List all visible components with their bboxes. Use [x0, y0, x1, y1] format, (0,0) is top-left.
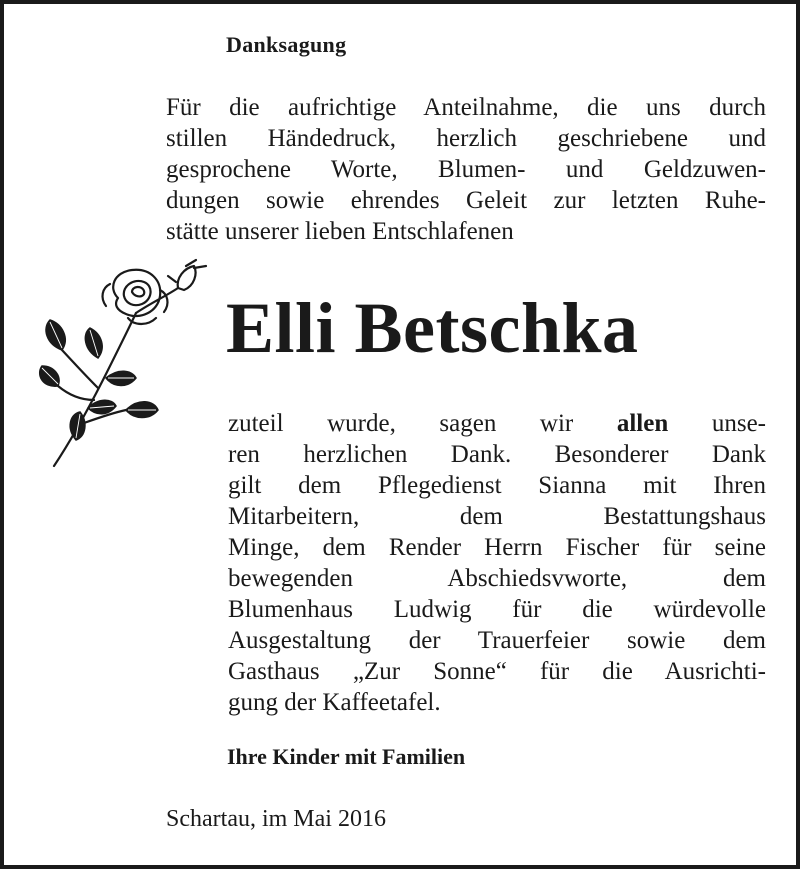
thanks-line: gung der Kaffeetafel.: [228, 689, 441, 716]
thanks-line: ren herzlichen Dank. Besonderer Dank: [228, 441, 766, 468]
intro-line: stillen Händedruck, herzlich geschriebene und: [166, 125, 766, 152]
intro-paragraph: [166, 92, 766, 247]
intro-line: dungen sowie ehrendes Geleit zur letzten Ruhe-: [166, 187, 766, 214]
thanks-paragraph: [228, 408, 766, 718]
thanks-line: Blumenhaus Ludwig für die würdevolle: [228, 596, 766, 623]
place-date: Schartau, im Mai 2016: [166, 806, 386, 832]
emphasis-all: allen: [616, 410, 669, 437]
thanks-first-line-tail: unse-: [711, 410, 767, 437]
intro-line: stätte unserer lieben Entschlafenen: [166, 218, 514, 245]
intro-line: gesprochene Worte, Blumen- und Geldzuwen-: [166, 156, 766, 183]
thanks-line: Minge, dem Render Herrn Fischer für seine: [228, 534, 766, 561]
thanks-lead: zuteil wurde, sagen wir: [228, 410, 574, 437]
thanks-line: Mitarbeitern, dem Bestattungshaus: [228, 503, 766, 530]
thanks-first-line: [228, 408, 766, 439]
thanks-line: Gasthaus „Zur Sonne“ für die Ausrichti-: [228, 658, 766, 685]
thanks-line: bewegenden Abschiedsvworte, dem: [228, 565, 766, 592]
notice-heading: Danksagung: [226, 32, 347, 57]
thanks-line: Ausgestaltung der Trauerfeier sowie dem: [228, 627, 766, 654]
signature: Ihre Kinder mit Familien: [227, 744, 466, 769]
rose-icon: [36, 258, 211, 470]
thanks-line: gilt dem Pflegedienst Sianna mit Ihren: [228, 472, 766, 499]
intro-line: Für die aufrichtige Anteilnahme, die uns durch: [166, 94, 766, 121]
deceased-name: Elli Betschka: [226, 288, 639, 368]
